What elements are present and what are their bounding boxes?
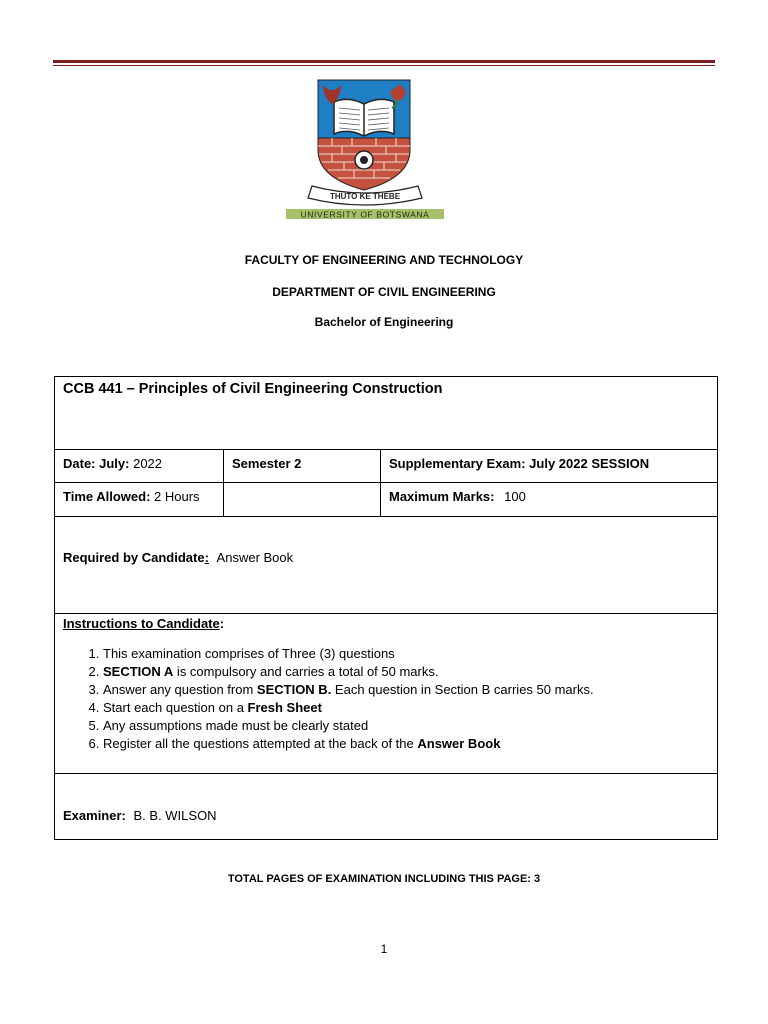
instruction-item: 2. SECTION A is compulsory and carries a total of 50 marks. <box>103 663 709 681</box>
required-cell <box>55 517 717 565</box>
instruction-item: 1. This examination comprises of Three (3) questions <box>103 645 709 663</box>
instructions-title: Instructions to Candidate <box>63 616 220 631</box>
course-title: CCB 441 – Principles of Civil Engineering Construction <box>63 381 443 397</box>
page-number: 1 <box>380 942 388 956</box>
date-label: Date: July: <box>63 456 130 471</box>
date-row <box>55 450 718 483</box>
header-rule-thin <box>53 65 715 66</box>
instruction-item: 3. Answer any question from SECTION B. Each question in Section B carries 50 marks. <box>103 681 709 699</box>
time-label: Time Allowed: <box>63 489 151 504</box>
examiner-row <box>55 774 718 840</box>
faculty-heading: FACULTY OF ENGINEERING AND TECHNOLOGY <box>244 253 524 267</box>
examiner-cell <box>55 774 717 823</box>
exam-details-table <box>54 376 718 840</box>
examiner-label: Examiner: <box>63 808 126 823</box>
course-title-row <box>55 377 718 450</box>
examiner-value: B. B. WILSON <box>133 808 217 823</box>
required-row <box>55 517 718 614</box>
instruction-item: 6. Register all the questions attempted at the back of the Answer Book <box>103 735 709 753</box>
session-label: Supplementary Exam: July 2022 SESSION <box>389 456 650 471</box>
total-pages-note: TOTAL PAGES OF EXAMINATION INCLUDING THIS PAGE: 3 <box>227 873 541 885</box>
required-colon: : <box>204 550 209 565</box>
date-cell <box>55 450 223 471</box>
university-crest-logo <box>282 78 448 220</box>
required-value: Answer Book <box>216 550 294 565</box>
instruction-item: 4. Start each question on a Fresh Sheet <box>103 699 709 717</box>
header-rule-thick <box>53 60 715 63</box>
semester-label: Semester 2 <box>232 456 302 471</box>
crest-university-name: UNIVERSITY OF BOTSWANA <box>300 209 430 220</box>
date-value: 2022 <box>133 456 163 471</box>
marks-label: Maximum Marks: <box>389 489 495 504</box>
department-heading: DEPARTMENT OF CIVIL ENGINEERING <box>272 285 496 299</box>
time-cell <box>55 483 223 504</box>
required-label: Required by Candidate <box>63 550 205 565</box>
instruction-item: 5. Any assumptions made must be clearly stated <box>103 717 709 735</box>
instructions-list <box>63 645 709 753</box>
time-value: 2 Hours <box>154 489 200 504</box>
marks-cell <box>381 483 717 504</box>
time-row <box>55 483 718 517</box>
crest-motto: THUTO KE THEBE <box>329 192 401 201</box>
programme-heading: Bachelor of Engineering <box>314 315 454 329</box>
instructions-row: Instructions to Candidate: 1. This examination comprises of Three (3) questions 2. SECTION A is compulsory and carries a total of 50 marks. 3. Answer any question from SECTION B. Each question in Section B carries 50 marks. 4. Start each question on a Fresh Sheet 5. Any assumptions made must be clearly stated 6. Register all the questions attempted at the back of the Answer Book <box>55 614 718 774</box>
marks-value: 100 <box>504 489 526 504</box>
